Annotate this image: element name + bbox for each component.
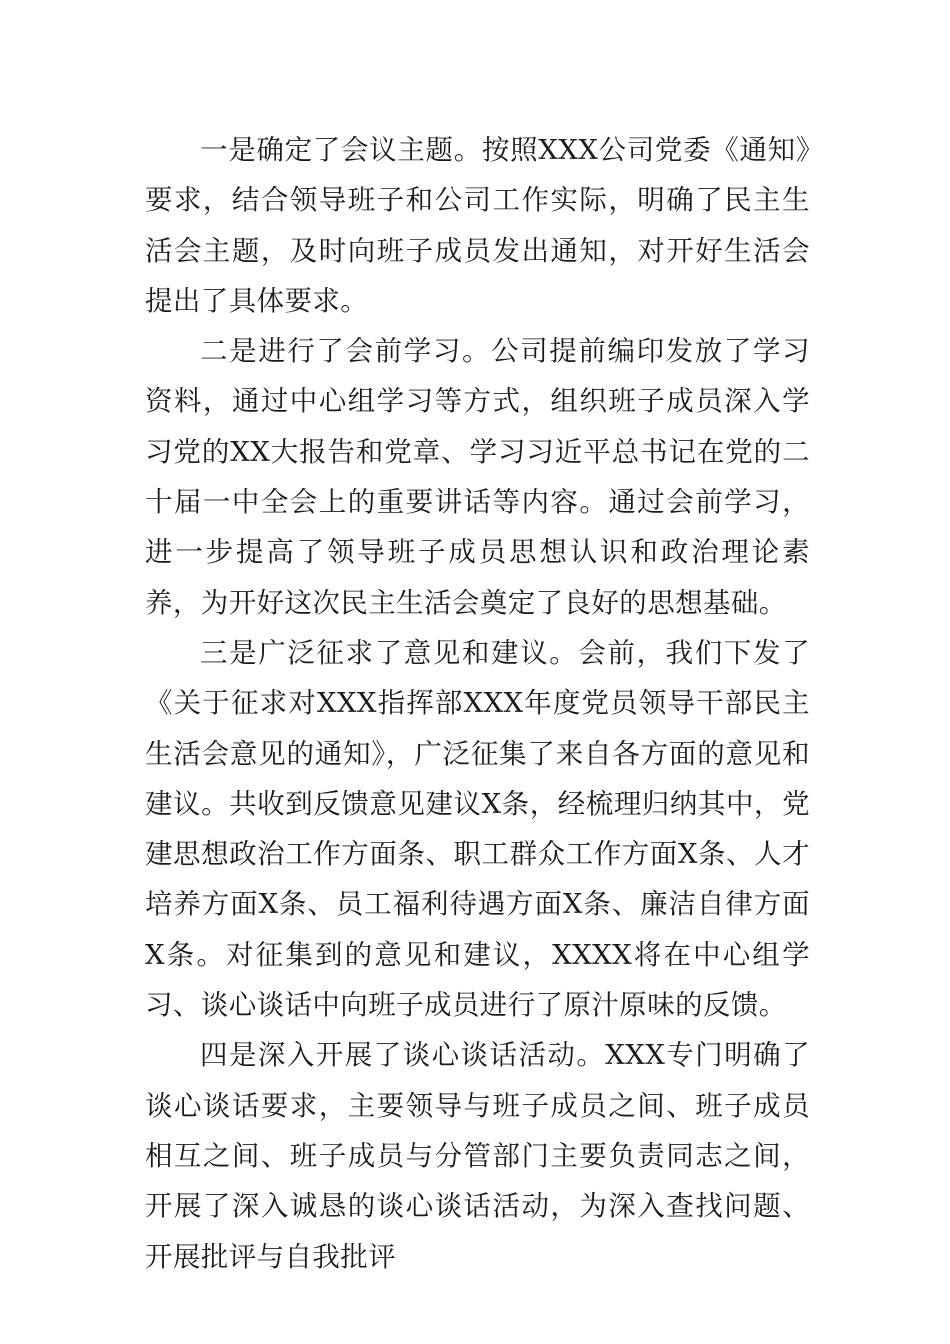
document-body xyxy=(145,125,810,1282)
paragraph-3: 三是广泛征求了意见和建议。会前，我们下发了《关于征求对XXX指挥部XXX年度党员领导干部民主生活会意见的通知》，广泛征集了来自各方面的意见和建议。共收到反馈意见建议X条，经梳理归纳其中，党建思想政治工作方面条、职工群众工作方面X条、人才培养方面X条、员工福利待遇方面X条、廉洁自律方面X条。对征集到的意见和建议，XXXX将在中心组学习、谈心谈话中向班子成员进行了原汁原味的反馈。 xyxy=(145,636,810,1022)
paragraph-1: 一是确定了会议主题。按照XXX公司党委《通知》要求，结合领导班子和公司工作实际，明确了民主生活会主题，及时向班子成员发出通知，对开好生活会提出了具体要求。 xyxy=(145,134,810,317)
paragraph-4: 四是深入开展了谈心谈话活动。XXX专门明确了谈心谈话要求，主要领导与班子成员之间、班子成员相互之间、班子成员与分管部门主要负责同志之间，开展了深入诚恳的谈心谈话活动，为深入查找问题、开展批评与自我批评 xyxy=(145,1039,810,1273)
paragraph-2: 二是进行了会前学习。公司提前编印发放了学习资料，通过中心组学习等方式，组织班子成员深入学习党的XX大报告和党章、学习习近平总书记在党的二十届一中全会上的重要讲话等内容。通过会前学习，进一步提高了领导班子成员思想认识和政治理论素养，为开好这次民主生活会奠定了良好的思想基础。 xyxy=(145,335,810,619)
